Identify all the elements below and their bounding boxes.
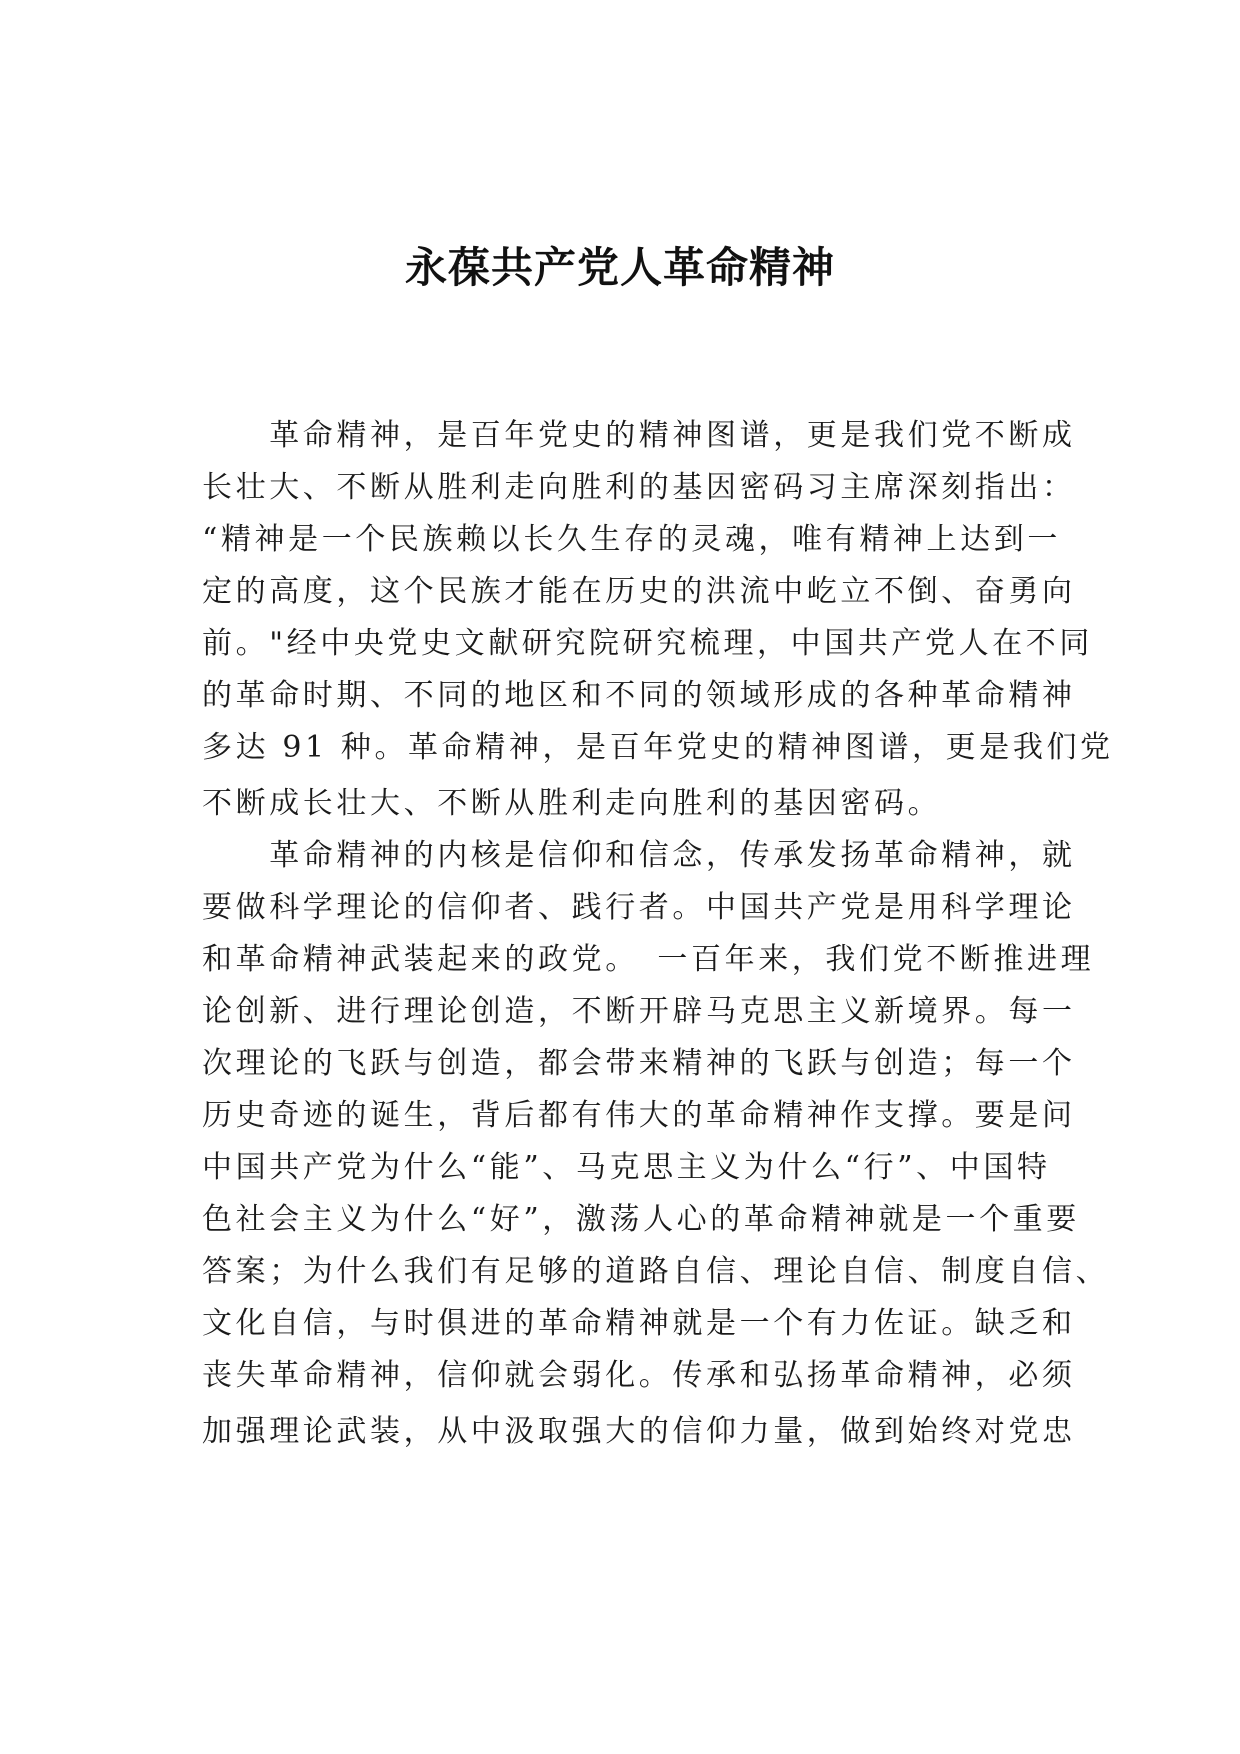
body-line: 丧失革命精神，信仰就会弱化。传承和弘扬革命精神，必须 — [202, 1358, 1076, 1393]
body-line: 论创新、进行理论创造，不断开辟马克思主义新境界。每一 — [202, 994, 1076, 1029]
body-line: 文化自信，与时俱进的革命精神就是一个有力佐证。缺乏和 — [202, 1306, 1076, 1341]
body-line: 和革命精神武装起来的政党。 一百年来，我们党不断推进理 — [202, 942, 1095, 977]
body-line: 革命精神的内核是信仰和信念，传承发扬革命精神，就 — [202, 838, 1076, 873]
body-line: 色社会主义为什么“好”，激荡人心的革命精神就是一个重要 — [202, 1202, 1080, 1237]
body-line: 的革命时期、不同的地区和不同的领域形成的各种革命精神 — [202, 678, 1076, 713]
body-line: 要做科学理论的信仰者、践行者。中国共产党是用科学理论 — [202, 890, 1076, 925]
body-line: 答案；为什么我们有足够的道路自信、理论自信、制度自信、 — [202, 1254, 1110, 1289]
body-line: 革命精神，是百年党史的精神图谱，更是我们党不断成 — [202, 418, 1076, 453]
body-line: “精神是一个民族赖以长久生存的灵魂，唯有精神上达到一 — [202, 522, 1061, 557]
body-line: 不断成长壮大、不断从胜利走向胜利的基因密码。 — [202, 786, 942, 821]
document-title: 永葆共产党人革命精神 — [404, 243, 835, 292]
body-line: 加强理论武装，从中汲取强大的信仰力量，做到始终对党忠 — [202, 1414, 1076, 1449]
body-line: 中国共产党为什么“能”、马克思主义为什么“行”、中国特 — [202, 1150, 1051, 1185]
body-line: 前。"经中央党史文献研究院研究梳理，中国共产党人在不同 — [202, 626, 1093, 661]
body-line: 定的高度，这个民族才能在历史的洪流中屹立不倒、奋勇向 — [202, 574, 1076, 609]
body-line: 长壮大、不断从胜利走向胜利的基因密码习主席深刻指出： — [202, 470, 1076, 505]
body-line: 历史奇迹的诞生，背后都有伟大的革命精神作支撑。要是问 — [202, 1098, 1076, 1133]
body-line: 次理论的飞跃与创造，都会带来精神的飞跃与创造；每一个 — [202, 1046, 1076, 1081]
body-line: 多达 91 种。革命精神，是百年党史的精神图谱，更是我们党 — [202, 730, 1114, 765]
